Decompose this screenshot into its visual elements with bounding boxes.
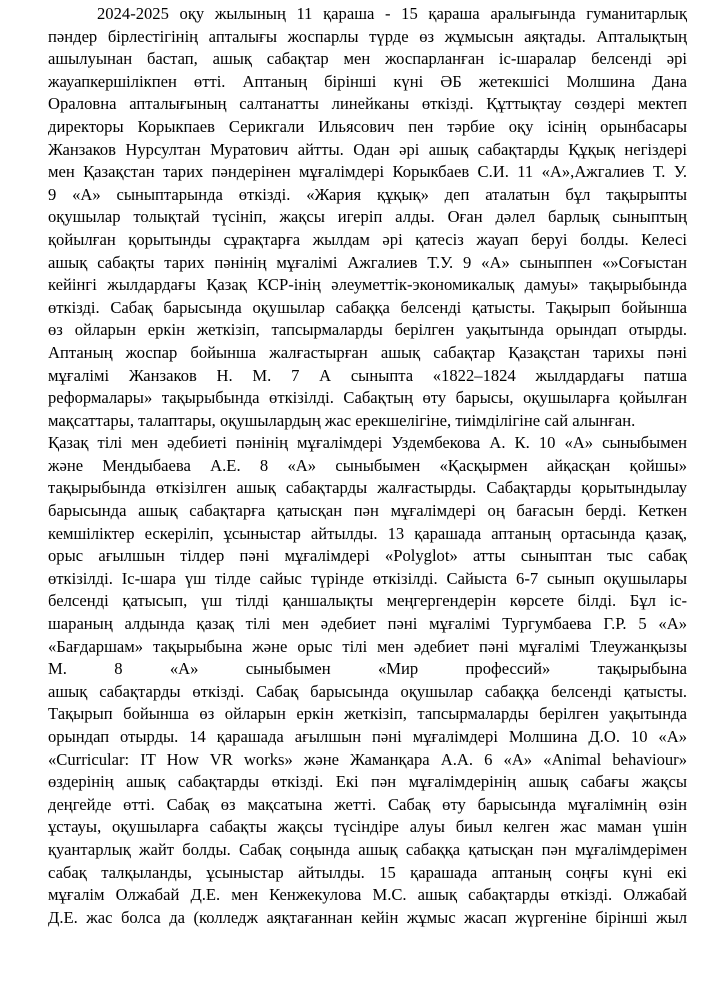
text-line: жауапкершілікпен өтті. Аптаның бірінші күні ӘБ жетекшісі Молшина Дана <box>48 71 687 91</box>
text-line: Тақырып бойынша өз ойларын еркін жеткізіп, тапсырмаларды берілген уақытында <box>48 704 687 724</box>
text-line: кейінгі жылдардағы Қазақ КСР-інің әлеуметтік-экономикалық дамуы» тақырыбында <box>48 275 687 295</box>
text-line: барысында ашық сабақтарға қатысқан пән мұғалімдері оң бағасын берді. Кеткен <box>48 501 687 521</box>
text-line: Қазақ тілі мен әдебиеті пәнінің мұғалімдері Уздембекова А. К. 10 «А» сыныбымен <box>48 433 687 453</box>
text-line: мен Қазақстан тарих пәндерінен мұғалімдері Корыкбаев С.И. 11 «А»,Ажгалиев Т. У. <box>48 162 687 182</box>
text-line: шараның алдында қазақ тілі мен әдебиет пәні мұғалімі Тургумбаева Г.Р. 5 «А» <box>48 614 687 634</box>
text-line: тақырыбында өткізілген ашық сабақтарды жалғастырды. Сабақтарды қорытындылау <box>48 478 687 498</box>
text-line: ұстауы, оқушыларға сабақты жақсы түсіндіре алуы биыл келген жас маман үшін <box>48 817 687 837</box>
text-line: М. 8 «А» сыныбымен «Мир профессий» тақырыбына <box>48 659 687 679</box>
text-line: қуантарлық жайт болды. Сабақ соңында ашық сабаққа қатысқан пән мұғалімдерімен <box>48 839 687 859</box>
text-line: директоры Корыкпаев Серикгали Ильясович пен тәрбие оқу ісінің орынбасары <box>48 116 687 136</box>
text-line: реформалары» тақырыбында өткізілді. Сабақтың өту барысы, оқушыларға қойылған <box>48 388 687 408</box>
text-line: пәндер бірлестігінің апталығы жоспарлы түрде өз жұмысын аяқтады. Апталықтың <box>48 26 687 46</box>
text-line: өз ойларын еркін жеткізіп, тапсырмаларды берілген уақытында орындап отырды. <box>48 320 687 340</box>
text-line: Аптаның жоспар бойынша жалғастырған ашық сабақтар Қазақстан тарихы пәні <box>48 342 687 362</box>
text-line: оқушылар толықтай түсініп, жақсы игеріп алды. Оған дәлел барлық сыныптың <box>48 207 687 227</box>
text-line: өткізілді. Іс-шара үш тілде сайыс түрінде өткізілді. Сайыста 6-7 сынып оқушылары <box>48 568 687 588</box>
text-line: өткізді. Сабақ барысында оқушылар сабаққа белсенді қатысты. Тақырып бойынша <box>48 297 687 317</box>
text-line: ашық сабақтарды өткізді. Сабақ барысында оқушылар сабаққа белсенді қатысты. <box>48 681 687 701</box>
paragraph <box>48 3 687 432</box>
text-line: «Бағдаршам» тақырыбына және орыс тілі мен әдебиет пәні мұғалімі Тлеужанқызы <box>48 636 687 656</box>
text-line: Д.Е. жас болса да (колледж аяқтағаннан кейін жұмыс жасап жүргеніне бірінші жыл <box>48 907 687 927</box>
text-line: белсенді қатысып, үш тілді қаншалықты меңгергендерін көрсете білді. Бұл іс- <box>48 591 687 611</box>
document-body <box>48 3 687 929</box>
text-line: мақсаттары, талаптары, оқушылардың жас ерекшелігіне, тиімділігіне сай алынған. <box>48 410 636 430</box>
paragraph <box>48 432 687 929</box>
text-line: мұғалім Олжабай Д.Е. мен Кенжекулова М.С. ашық сабақтарды өткізді. Олжабай <box>48 885 687 905</box>
text-line: кемшіліктер ескеріліп, ұсыныстар айтылды. 13 қарашада аптаның ортасында қазақ, <box>48 523 687 543</box>
text-line: орындап отырды. 14 қарашада ағылшын пәні мұғалімдері Молшина Д.О. 10 «А» <box>48 727 687 746</box>
text-line: мұғалімі Жанзаков Н. М. 7 А сыныпта «1822–1824 жылдардағы патша <box>48 365 687 385</box>
text-line: және Мендыбаева А.Е. 8 «А» сыныбымен «Қасқырмен айқасқан қойшы» <box>48 455 687 475</box>
text-line: ашылуынан бастап, ашық сабақтар мен жоспарланған іс-шаралар белсенді әрі <box>48 49 687 69</box>
text-line: өздерінің ашық сабақтарды өткізді. Екі пән мұғалімдерінің ашық сабағы жақсы <box>48 772 687 792</box>
text-line: Жанзаков Нурсултан Муратович айтты. Одан әрі ашық сабақтарды Құқық негіздері <box>48 139 687 159</box>
text-line: сабақ талқыланды, ұсыныстар айтылды. 15 қарашада аптаның соңғы күні екі <box>48 862 687 882</box>
text-line: қойылған қорытынды сұрақтарға жылдам әрі қатесіз жауап беруі болды. Келесі <box>48 229 687 249</box>
text-line: ашық сабақты тарих пәнінің мұғалімі Ажгалиев Т.У. 9 «А» сыныппен «»Соғыстан <box>48 252 687 272</box>
text-line: «Curricular: IT How VR works» және Жаманқара А.А. 6 «А» «Animal behaviour» <box>48 749 687 769</box>
text-line: орыс ағылшын тілдер пәні мұғалімдері «Polyglot» атты сыныптан тыс сабақ <box>48 546 687 566</box>
text-line: Ораловна апталығының салтанатты линейканы өткізді. Құттықтау сөздері мектеп <box>48 94 687 114</box>
text-line: деңгейде өтті. Сабақ өз мақсатына жетті. Сабақ өту барысында мұғалімнің өзін <box>48 794 687 814</box>
text-line: 9 «А» сыныптарында өткізді. «Жария құқық» деп аталатын бұл тақырыпты <box>48 184 687 204</box>
text-line: 2024-2025 оқу жылының 11 қараша - 15 қараша аралығында гуманитарлық <box>97 4 687 23</box>
